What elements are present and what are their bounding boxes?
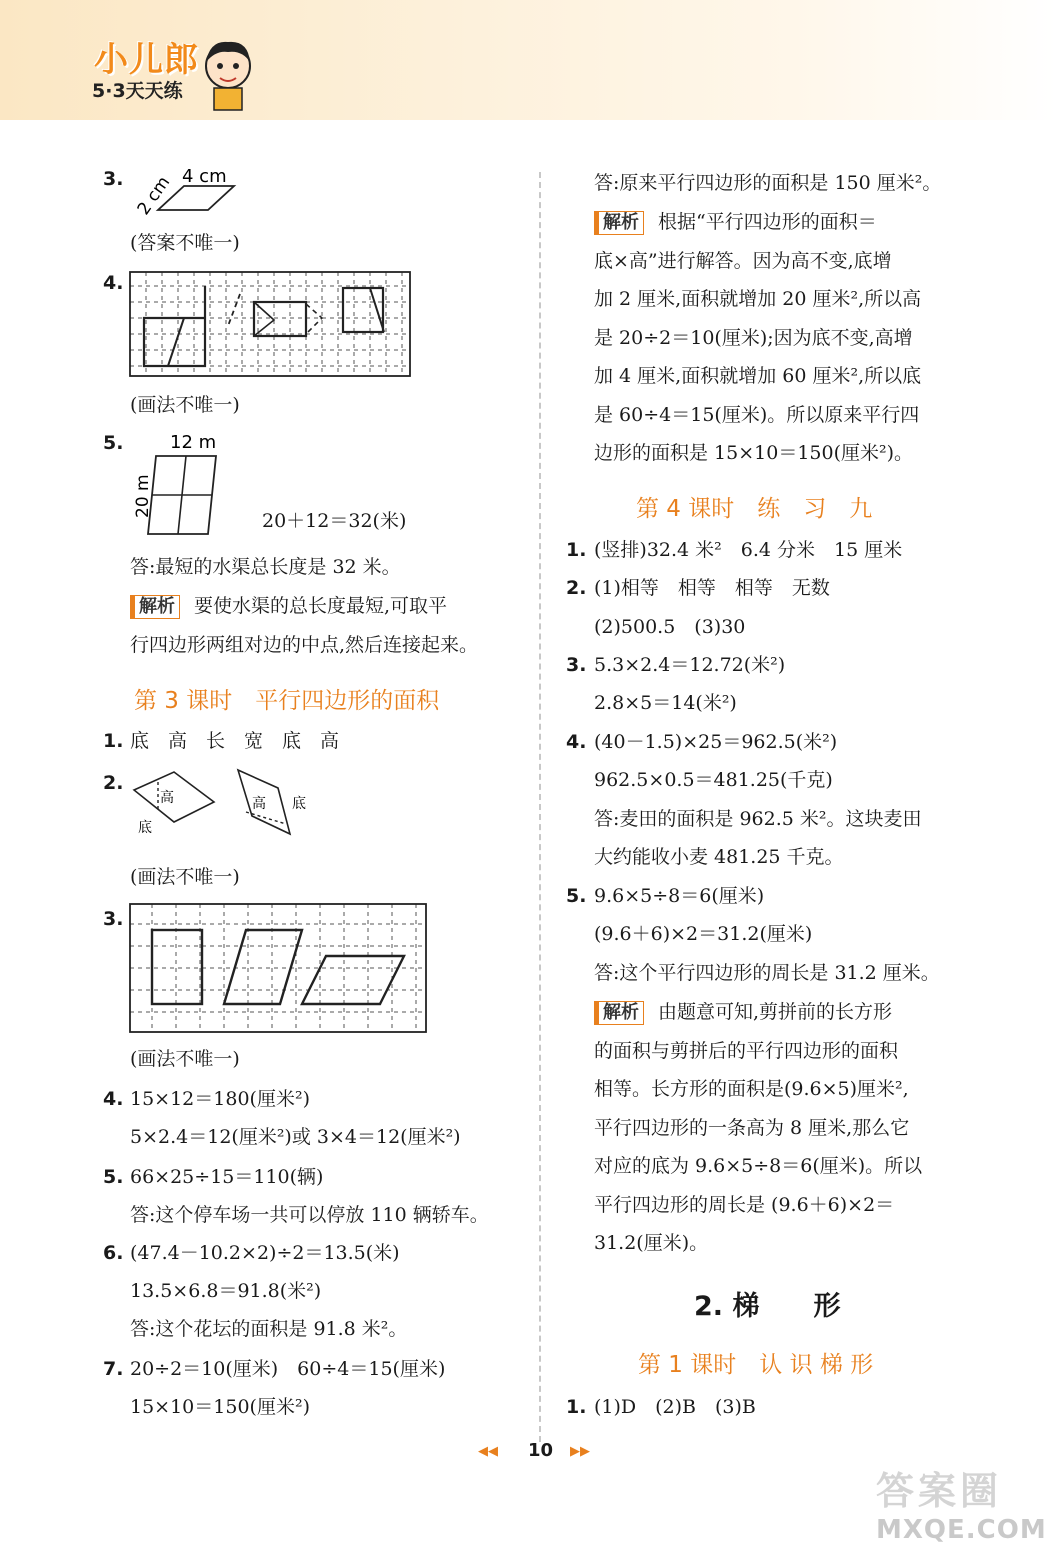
brand-logo	[86, 32, 266, 112]
s3-note: (画法不唯一)	[130, 1048, 240, 1070]
s3-number: 3.	[103, 908, 124, 930]
s7-line1: 20÷2＝10(厘米) 60÷4＝15(厘米)	[130, 1358, 446, 1380]
p2-line1: (1)相等 相等 相等 无数	[594, 577, 830, 599]
p5-line2: (9.6＋6)×2＝31.2(厘米)	[594, 923, 813, 945]
s4-number: 4.	[103, 1088, 124, 1110]
p4-number: 4.	[566, 731, 587, 753]
section-title-trapezoid: 第 1 课时 认 识 梯 形	[638, 1352, 874, 1378]
p4-line2: 962.5×0.5＝481.25(千克)	[594, 769, 833, 791]
s3-parallelogram-2	[302, 956, 404, 1004]
jx1-line-5: 是 60÷4＝15(厘米)。所以原来平行四	[594, 403, 920, 426]
analysis-block-2	[594, 993, 974, 1263]
p5-line3: 答:这个平行四边形的周长是 31.2 厘米。	[594, 962, 940, 984]
q5-side-dim: 20 m	[133, 474, 153, 518]
p4-line4: 大约能收小麦 481.25 千克。	[594, 846, 844, 868]
watermark-cn: 答案圈	[876, 1469, 1003, 1513]
q4-number: 4.	[103, 272, 124, 294]
q5-field-figure	[128, 428, 238, 540]
prev-page-icon[interactable]: ◀◀	[478, 1444, 498, 1459]
jx1-line-4: 加 4 厘米,面积就增加 60 厘米²,所以底	[594, 365, 922, 387]
s7-line2: 15×10＝150(厘米²)	[130, 1396, 310, 1418]
q5-top-dim: 12 m	[170, 432, 217, 453]
s1-number: 1.	[103, 730, 124, 752]
logo-sub-text: 5·3天天练	[92, 80, 183, 102]
jx2-line-0: 由题意可知,剪拼前的长方形	[658, 1001, 893, 1023]
right-top-answer: 答:原来平行四边形的面积是 150 厘米²。	[594, 172, 942, 194]
p3-line2: 2.8×5＝14(米²)	[594, 692, 737, 714]
q3-parallelogram-figure	[128, 160, 248, 222]
q4-shape-1	[144, 286, 205, 366]
analysis-badge: 解析	[594, 1001, 644, 1025]
s4-line1: 15×12＝180(厘米²)	[130, 1088, 310, 1110]
s6-line1: (47.4－10.2×2)÷2＝13.5(米)	[130, 1242, 400, 1264]
s2-high-label-1: 高	[160, 790, 174, 806]
chapter-title: 2. 梯 形	[694, 1291, 841, 1322]
jx2-line-6: 31.2(厘米)。	[594, 1232, 709, 1254]
p5-number: 5.	[566, 885, 587, 907]
p5-line1: 9.6×5÷8＝6(厘米)	[594, 885, 765, 907]
jx2-line-2: 相等。长方形的面积是(9.6×5)厘米²,	[594, 1078, 909, 1100]
s3-rectangle	[152, 930, 202, 1004]
q4-note: (画法不唯一)	[130, 394, 240, 416]
logo-main-text: 小儿郎	[94, 40, 199, 80]
jx1-line-0: 根据“平行四边形的面积＝	[658, 211, 877, 233]
q5-analysis-line2: 行四边形两组对边的中点,然后连接起来。	[130, 634, 479, 656]
s2-base-label-2: 底	[292, 796, 306, 812]
jx2-line-3: 平行四边形的一条高为 8 厘米,那么它	[594, 1116, 910, 1139]
q5-formula: 20＋12＝32(米)	[262, 510, 407, 532]
q4-shape-2	[254, 302, 306, 336]
jx2-line-5: 平行四边形的周长是 (9.6＋6)×2＝	[594, 1193, 895, 1216]
t1-number: 1.	[566, 1396, 587, 1418]
q3-number: 3.	[103, 168, 124, 190]
page-number: 10	[528, 1440, 554, 1461]
analysis-block-1	[594, 203, 974, 473]
s2-number: 2.	[103, 772, 124, 794]
jx1-line-1: 底×高”进行解答。因为高不变,底增	[594, 249, 892, 272]
analysis-badge: 解析	[130, 595, 180, 619]
mascot-icon	[198, 34, 258, 112]
p2-line2: (2)500.5 (3)30	[594, 616, 746, 638]
q5-analysis-row1	[130, 593, 447, 619]
s2-height-figures	[128, 762, 328, 842]
analysis-badge: 解析	[594, 211, 644, 235]
s4-line2: 5×2.4＝12(厘米²)或 3×4＝12(厘米²)	[130, 1126, 461, 1148]
watermark	[876, 1460, 1047, 1545]
next-page-icon[interactable]: ▶▶	[570, 1444, 590, 1459]
s2-base-label-1: 底	[138, 820, 152, 836]
p3-number: 3.	[566, 654, 587, 676]
s2-high-label-2: 高	[252, 796, 266, 812]
q5-analysis-line1: 要使水渠的总长度最短,可取平	[194, 595, 448, 617]
jx2-line-1: 的面积与剪拼后的平行四边形的面积	[594, 1039, 899, 1062]
s2-note: (画法不唯一)	[130, 866, 240, 888]
section-title-lesson4: 第 4 课时 练 习 九	[636, 496, 873, 522]
s6-line2: 13.5×6.8＝91.8(米²)	[130, 1280, 322, 1302]
jx1-line-3: 是 20÷2＝10(厘米);因为底不变,高增	[594, 326, 913, 349]
section-title-lesson3: 第 3 课时 平行四边形的面积	[134, 688, 440, 714]
p1-number: 1.	[566, 539, 587, 561]
q3-side-dim: 2 cm	[133, 172, 175, 219]
s3-parallelogram-1	[224, 930, 302, 1004]
p4-line3: 答:麦田的面积是 962.5 米²。这块麦田	[594, 808, 922, 830]
s7-number: 7.	[103, 1358, 124, 1380]
s6-number: 6.	[103, 1242, 124, 1264]
watermark-url: MXQE.COM	[876, 1515, 1047, 1545]
p2-number: 2.	[566, 577, 587, 599]
s3-grid-figure	[128, 902, 430, 1036]
q3-note: (答案不唯一)	[130, 232, 240, 254]
jx1-line-6: 边形的面积是 15×10＝150(厘米²)。	[594, 442, 914, 464]
p3-line1: 5.3×2.4＝12.72(米²)	[594, 654, 786, 676]
q5-number: 5.	[103, 432, 124, 454]
q5-answer: 答:最短的水渠总长度是 32 米。	[130, 556, 401, 578]
s5-line2: 答:这个停车场一共可以停放 110 辆轿车。	[130, 1204, 489, 1226]
p1-text: (竖排)32.4 米² 6.4 分米 15 厘米	[594, 539, 903, 561]
s1-text: 底 高 长 宽 底 高	[130, 730, 340, 752]
jx1-line-2: 加 2 厘米,面积就增加 20 厘米²,所以高	[594, 288, 922, 310]
s6-line3: 答:这个花坛的面积是 91.8 米²。	[130, 1318, 408, 1340]
t1-text: (1)D (2)B (3)B	[594, 1396, 756, 1418]
jx2-line-4: 对应的底为 9.6×5÷8＝6(厘米)。所以	[594, 1155, 923, 1177]
q4-cut-1	[168, 318, 184, 366]
s5-line1: 66×25÷15＝110(辆)	[130, 1166, 324, 1188]
p4-line1: (40－1.5)×25＝962.5(米²)	[594, 731, 838, 753]
s5-number: 5.	[103, 1166, 124, 1188]
q3-top-dim: 4 cm	[182, 166, 227, 187]
column-divider	[539, 172, 541, 1442]
q4-grid-figure	[128, 270, 414, 380]
